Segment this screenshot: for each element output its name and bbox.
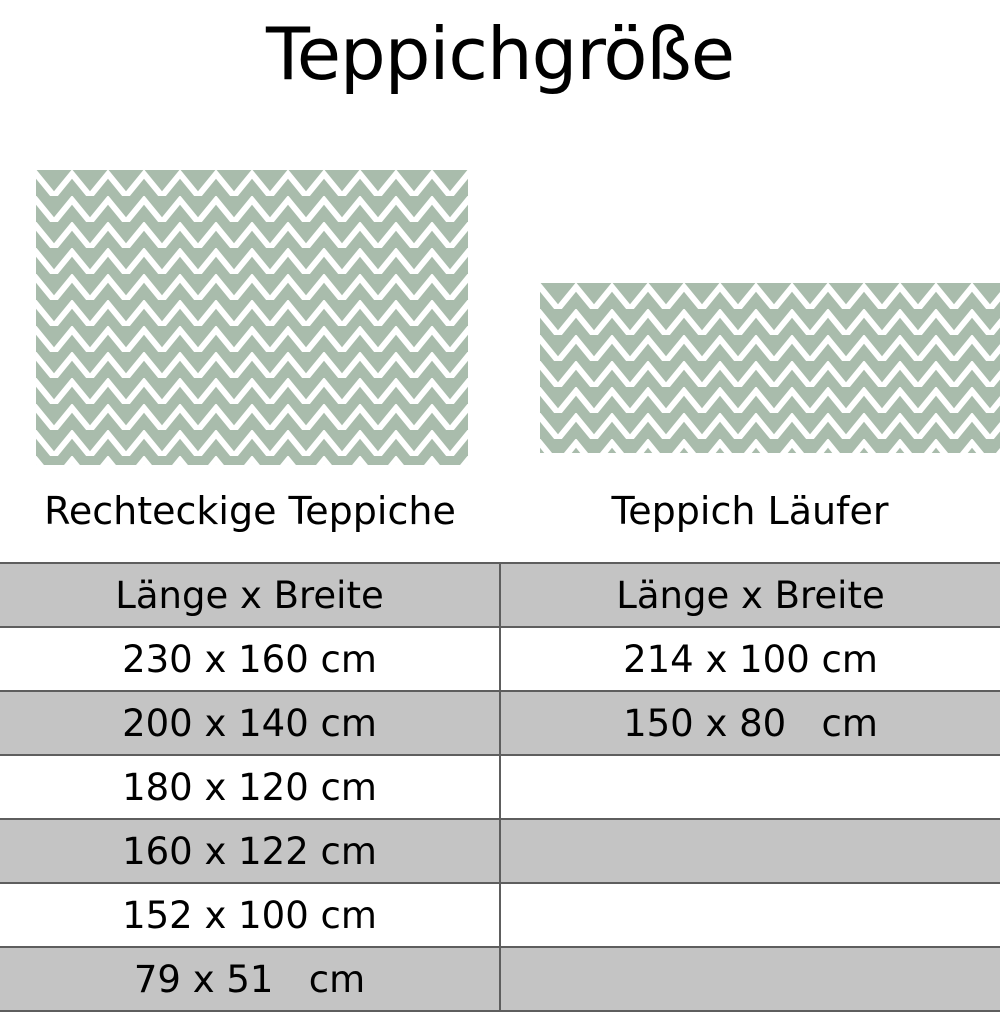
- cell-rectangular-size: 180 x 120 cm: [0, 755, 500, 819]
- rectangular-rug-caption: Rechteckige Teppiche: [44, 489, 456, 533]
- chevron-pattern-icon: [540, 283, 1000, 453]
- table-row: [0, 947, 1000, 1011]
- cell-rectangular-size: 160 x 122 cm: [0, 819, 500, 883]
- runner-rug-caption: Teppich Läufer: [611, 489, 889, 533]
- table-row: [0, 883, 1000, 947]
- chevron-pattern-icon: [36, 170, 468, 465]
- rectangular-rug-swatch: [36, 170, 468, 465]
- cell-runner-size: [500, 947, 1000, 1011]
- size-table: [0, 562, 1000, 1012]
- table-row: [0, 755, 1000, 819]
- cell-rectangular-size: 79 x 51 cm: [0, 947, 500, 1011]
- table-row: [0, 691, 1000, 755]
- page-title: Teppichgröße: [265, 12, 735, 96]
- cell-runner-size: 150 x 80 cm: [500, 691, 1000, 755]
- table-row: [0, 627, 1000, 691]
- table-header-row: [0, 563, 1000, 627]
- table-header-runner: Länge x Breite: [500, 563, 1000, 627]
- cell-runner-size: [500, 819, 1000, 883]
- table-row: [0, 819, 1000, 883]
- cell-rectangular-size: 230 x 160 cm: [0, 627, 500, 691]
- cell-runner-size: 214 x 100 cm: [500, 627, 1000, 691]
- table-header-rectangular: Länge x Breite: [0, 563, 500, 627]
- cell-runner-size: [500, 755, 1000, 819]
- cell-rectangular-size: 200 x 140 cm: [0, 691, 500, 755]
- cell-runner-size: [500, 883, 1000, 947]
- cell-rectangular-size: 152 x 100 cm: [0, 883, 500, 947]
- runner-rug-swatch: [540, 283, 1000, 453]
